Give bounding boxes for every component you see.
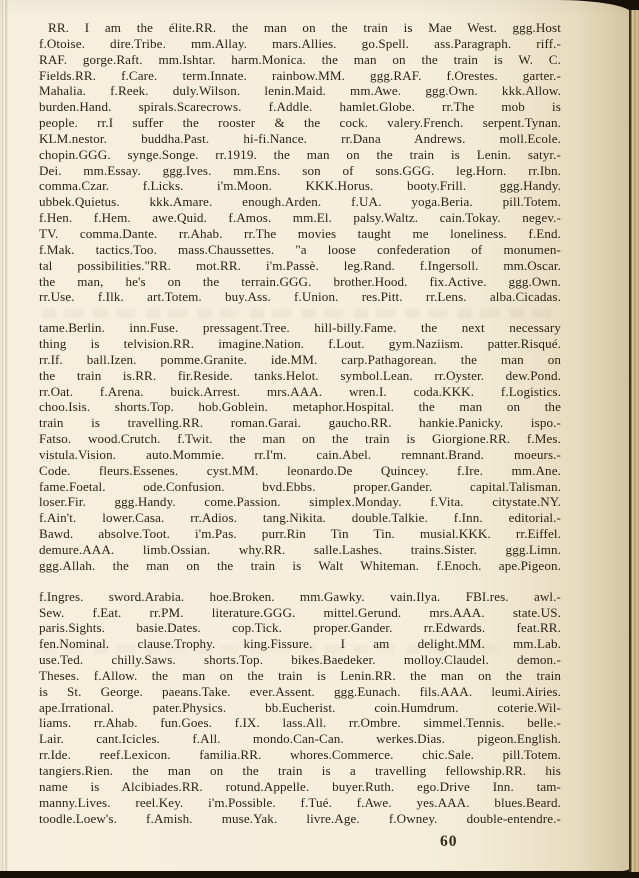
text-line: f.Ain't. lower.Casa. rr.Adios. tang.Nikita. double.Talkie. f.Inn. editorial.- (39, 510, 561, 526)
text-line: Sew. f.Eat. rr.PM. literature.GGG. mittel.Gerund. mrs.AAA. state.US. (39, 604, 561, 620)
paragraph (39, 320, 561, 574)
text-line: rr.Ide. reef.Lexicon. familia.RR. whores.Commerce. chic.Sale. pill.Totem. (39, 747, 561, 763)
text-line: f.Mak. tactics.Too. mass.Chaussettes. "a loose confederation of monumen- (39, 241, 561, 257)
text-line: liams. rr.Ahab. fun.Goes. f.IX. lass.All. rr.Ombre. simmel.Tennis. belle.- (39, 715, 561, 731)
text-line: name is Alcibiades.RR. rotund.Appelle. buyer.Ruth. ego.Drive Inn. tam- (39, 778, 561, 794)
text-line: KLM.nestor. buddha.Past. hi-fi.Nance. rr.Dana Andrews. moll.Ecole. (39, 130, 561, 146)
text-line: toodle.Loew's. f.Amish. muse.Yak. livre.Age. f.Owney. double-entendre.- (39, 810, 561, 826)
text-line: paris.Sights. basie.Dates. cop.Tick. proper.Gander. rr.Edwards. feat.RR. (39, 620, 561, 636)
text-line: fen.Nominal. clause.Trophy. king.Fissure. I am delight.MM. mm.Lab. (39, 636, 561, 652)
text-line: the train is.RR. fir.Reside. tanks.Helot. symbol.Lean. rr.Oyster. dew.Pond. (39, 367, 561, 383)
text-line: manny.Lives. reel.Key. i'm.Possible. f.Tué. f.Awe. yes.AAA. blues.Beard. (39, 794, 561, 810)
text-line: loser.Fir. ggg.Handy. come.Passion. simplex.Monday. f.Vita. citystate.NY. (39, 494, 561, 510)
text-line: tangiers.Rien. the man on the train is a travelling fellowship.RR. his (39, 762, 561, 778)
text-line: Dei. mm.Essay. ggg.Ives. mm.Ens. son of sons.GGG. leg.Horn. rr.Ibn. (39, 162, 561, 178)
text-line: burden.Hand. spirals.Scarecrows. f.Addle. hamlet.Globe. rr.The mob is (39, 99, 561, 115)
text-line: rr.Use. f.Ilk. art.Totem. buy.Ass. f.Union. res.Pitt. rr.Lens. alba.Cicadas. (39, 289, 561, 305)
text-line: vistula.Vision. auto.Mommie. rr.I'm. cain.Abel. remnant.Brand. moeurs.- (39, 446, 561, 462)
text-line: train is travelling.RR. roman.Garai. gaucho.RR. hankie.Panicky. ispo.- (39, 415, 561, 431)
text-line: thing is telvision.RR. imagine.Nation. f.Lout. gym.Naziism. patter.Risqué. (39, 336, 561, 352)
page-number: 60 (440, 833, 458, 850)
text-line: demure.AAA. limb.Ossian. why.RR. salle.Lashes. trains.Sister. ggg.Limn. (39, 542, 561, 557)
text-line: RAF. gorge.Raft. mm.Ishtar. harm.Monica. the man on the train is W. C. (39, 51, 561, 67)
text-line: f.Hen. f.Hem. awe.Quid. f.Amos. mm.El. palsy.Waltz. cain.Tokay. negev.- (39, 210, 561, 226)
text-line: RR. I am the élite.RR. the man on the train is Mae West. ggg.Host (48, 20, 561, 35)
paragraph (39, 20, 561, 305)
text-block (39, 20, 561, 826)
text-line: the man, he's on the terrain.GGG. brother.Hood. fix.Active. ggg.Own. (39, 273, 561, 289)
text-line: Lair. cant.Icicles. f.All. mondo.Can-Can. werkes.Dias. pigeon.English. (39, 731, 561, 747)
text-line: tame.Berlin. inn.Fuse. pressagent.Tree. hill-billy.Fame. the next necessary (39, 320, 561, 336)
text-line: is St. George. paeans.Take. ever.Assent. ggg.Eunach. fils.AAA. leumi.Airies. (39, 683, 561, 699)
text-line: tal possibilities."RR. mot.RR. i'm.Passè. leg.Rand. f.Ingersoll. mm.Oscar. (39, 257, 561, 273)
page-gutter-crease (2, 0, 8, 871)
text-line: Theses. f.Allow. the man on the train is Lenin.RR. the man on the train (39, 667, 561, 683)
page-fore-edge (629, 10, 639, 872)
text-line: people. rr.I suffer the rooster & the cock. valery.French. serpent.Tynan. (39, 115, 561, 131)
text-line: ggg.Allah. the man on the train is Walt Whiteman. f.Enoch. ape.Pigeon. (39, 557, 561, 573)
text-line: choo.Isis. shorts.Top. hob.Goblein. metaphor.Hospital. the man on the (39, 399, 561, 415)
text-line: f.Otoise. dire.Tribe. mm.Allay. mars.Allies. go.Spell. ass.Paragraph. riff.- (39, 35, 561, 51)
text-line: use.Ted. chilly.Saws. shorts.Top. bikes.Baedeker. molloy.Claudel. demon.- (39, 652, 561, 668)
text-line: rr.Oat. f.Arena. buick.Arrest. mrs.AAA. wren.I. coda.KKK. f.Logistics. (39, 383, 561, 399)
text-line: Fields.RR. f.Care. term.Innate. rainbow.MM. ggg.RAF. f.Orestes. garter.- (39, 67, 561, 83)
text-line: Code. fleurs.Essenes. cyst.MM. leonardo.De Quincey. f.Ire. mm.Ane. (39, 462, 561, 478)
text-line: ubbek.Quietus. kkk.Amare. enough.Arden. f.UA. yoga.Beria. pill.Totem. (39, 194, 561, 210)
text-line: chopin.GGG. synge.Songe. rr.1919. the man on the train is Lenin. satyr.- (39, 146, 561, 162)
text-line: Bawd. absolve.Toot. i'm.Pas. purr.Rin Tin Tin. musial.KKK. rr.Eiffel. (39, 526, 561, 542)
text-line: Mahalia. f.Reek. duly.Wilson. lenin.Maid. mm.Awe. ggg.Own. kkk.Allow. (39, 83, 561, 99)
text-line: fame.Foetal. ode.Confusion. bvd.Ebbs. proper.Gander. capital.Talisman. (39, 478, 561, 494)
text-line: f.Ingres. sword.Arabia. hoe.Broken. mm.Gawky. vain.Ilya. FBI.res. awl.- (39, 588, 561, 604)
paragraph (39, 589, 561, 827)
text-line: ape.Irrational. pater.Physics. bb.Eucherist. coin.Humdrum. coterie.Wil- (39, 699, 561, 715)
text-line: rr.If. ball.Izen. pomme.Granite. ide.MM. carp.Pathagorean. the man on (39, 351, 561, 367)
text-line: TV. comma.Dante. rr.Ahab. rr.The movies taught me loneliness. f.End. (39, 225, 561, 241)
text-line: comma.Czar. f.Licks. i'm.Moon. KKK.Horus. booty.Frill. ggg.Handy. (39, 178, 561, 194)
text-line: Fatso. wood.Crutch. f.Twit. the man on the train is Giorgione.RR. f.Mes. (39, 431, 561, 447)
